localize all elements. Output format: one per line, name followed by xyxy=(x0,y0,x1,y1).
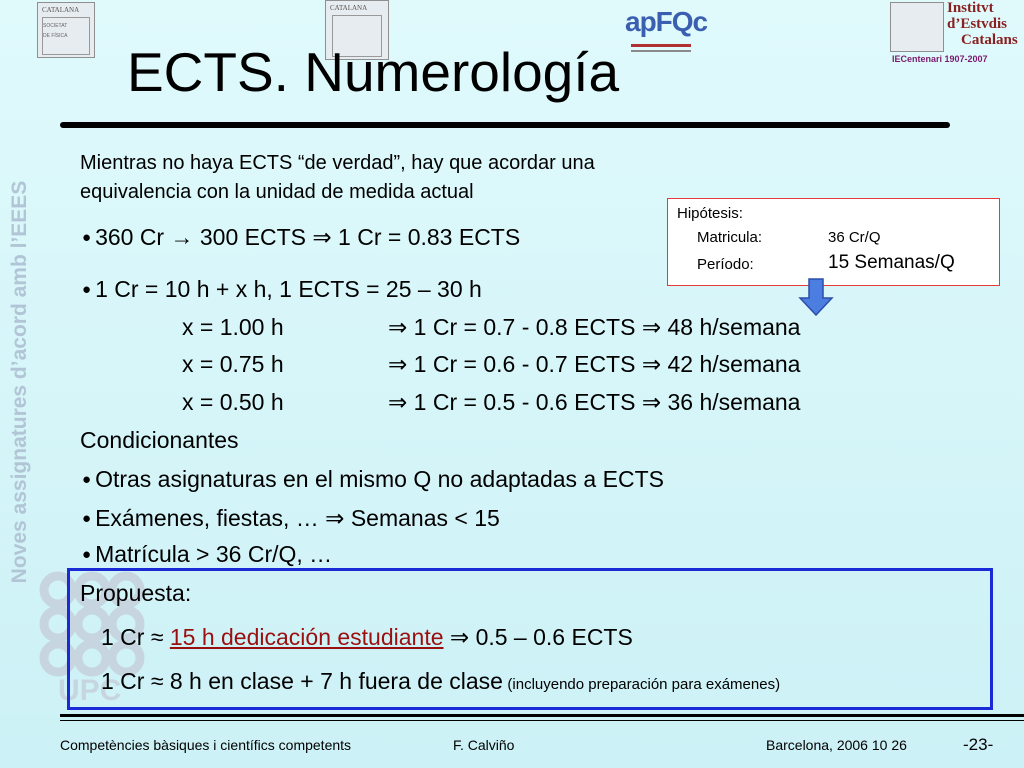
proposal-line-1-suffix: ⇒ 0.5 – 0.6 ECTS xyxy=(443,624,633,650)
down-arrow-icon xyxy=(798,278,834,316)
slide-title: ECTS. Numerología xyxy=(127,41,620,103)
upc-logo-text: UPC xyxy=(58,674,122,707)
intro-line-2: equivalencia con la unidad de medida actual xyxy=(80,181,474,203)
footer-course-title: Competències bàsiques i científics competents xyxy=(60,737,352,753)
proposal-line-2 xyxy=(101,668,780,695)
proposal-line-1 xyxy=(101,624,633,651)
title-underline xyxy=(60,122,950,128)
hypothesis-label-period: Período: xyxy=(697,256,754,273)
proposal-line-1-prefix: 1 Cr ≈ xyxy=(101,624,170,650)
row-result-2: ⇒ 1 Cr = 0.6 - 0.7 ECTS ⇒ 42 h/semana xyxy=(388,351,801,377)
row-x-3: x = 0.50 h xyxy=(182,389,284,415)
iec-logo-text: Institvt d’Estvdis Catalans xyxy=(947,0,1018,48)
hypothesis-value-enrolment: 36 Cr/Q xyxy=(828,229,881,246)
iec-seal-logo xyxy=(890,2,944,52)
row-result-3: ⇒ 1 Cr = 0.5 - 0.6 ECTS ⇒ 36 h/semana xyxy=(388,389,801,415)
bullet-hours-equivalence: ● 1 Cr = 10 h + x h, 1 ECTS = 25 – 30 h xyxy=(82,276,482,303)
proposal-line-2-main: 1 Cr ≈ 8 h en clase + 7 h fuera de clase xyxy=(101,668,503,694)
bullet-credits-conversion: ● 360 Cr → 300 ECTS ⇒ 1 Cr = 0.83 ECTS xyxy=(82,224,520,251)
proposal-line-2-note: (incluyendo preparación para exámenes) xyxy=(507,676,781,693)
apfqc-logo: apFQc xyxy=(625,6,695,56)
societat-catalana-logo-left: CATALANA SOCIETAT DE FÍSICA xyxy=(37,2,95,58)
proposal-highlight: 15 h dedicación estudiante xyxy=(169,624,444,650)
row-result-1: ⇒ 1 Cr = 0.7 - 0.8 ECTS ⇒ 48 h/semana xyxy=(388,314,801,340)
societat-catalana-logo-middle: CATALANA xyxy=(325,0,389,60)
footer-rule-thick xyxy=(60,714,1024,717)
footer-author: F. Calviño xyxy=(453,737,515,753)
conditions-heading: Condicionantes xyxy=(80,427,239,453)
condition-item-2: ● Exámenes, fiestas, … ⇒ Semanas < 15 xyxy=(82,505,500,532)
hypothesis-label-enrolment: Matricula: xyxy=(697,229,763,246)
condition-item-1: ● Otras asignaturas en el mismo Q no adaptadas a ECTS xyxy=(82,466,664,493)
intro-line-1: Mientras no haya ECTS “de verdad”, hay que acordar una xyxy=(80,152,595,174)
proposal-heading: Propuesta: xyxy=(80,580,192,606)
row-x-2: x = 0.75 h xyxy=(182,351,284,377)
footer-rule-thin xyxy=(60,720,1024,721)
iec-centenari-banner: IECentenari 1907-2007 xyxy=(892,54,988,64)
row-x-1: x = 1.00 h xyxy=(182,314,284,340)
condition-item-3: ● Matrícula > 36 Cr/Q, … xyxy=(82,541,332,568)
hypothesis-heading: Hipótesis: xyxy=(677,205,743,222)
sidebar-vertical-title: Noves assignatures d’acord amb l’EEES xyxy=(8,180,31,584)
hypothesis-box xyxy=(667,198,1000,286)
hypothesis-value-period: 15 Semanas/Q xyxy=(828,252,955,273)
footer-page-number: -23- xyxy=(963,735,994,754)
footer-date: Barcelona, 2006 10 26 xyxy=(766,737,907,753)
